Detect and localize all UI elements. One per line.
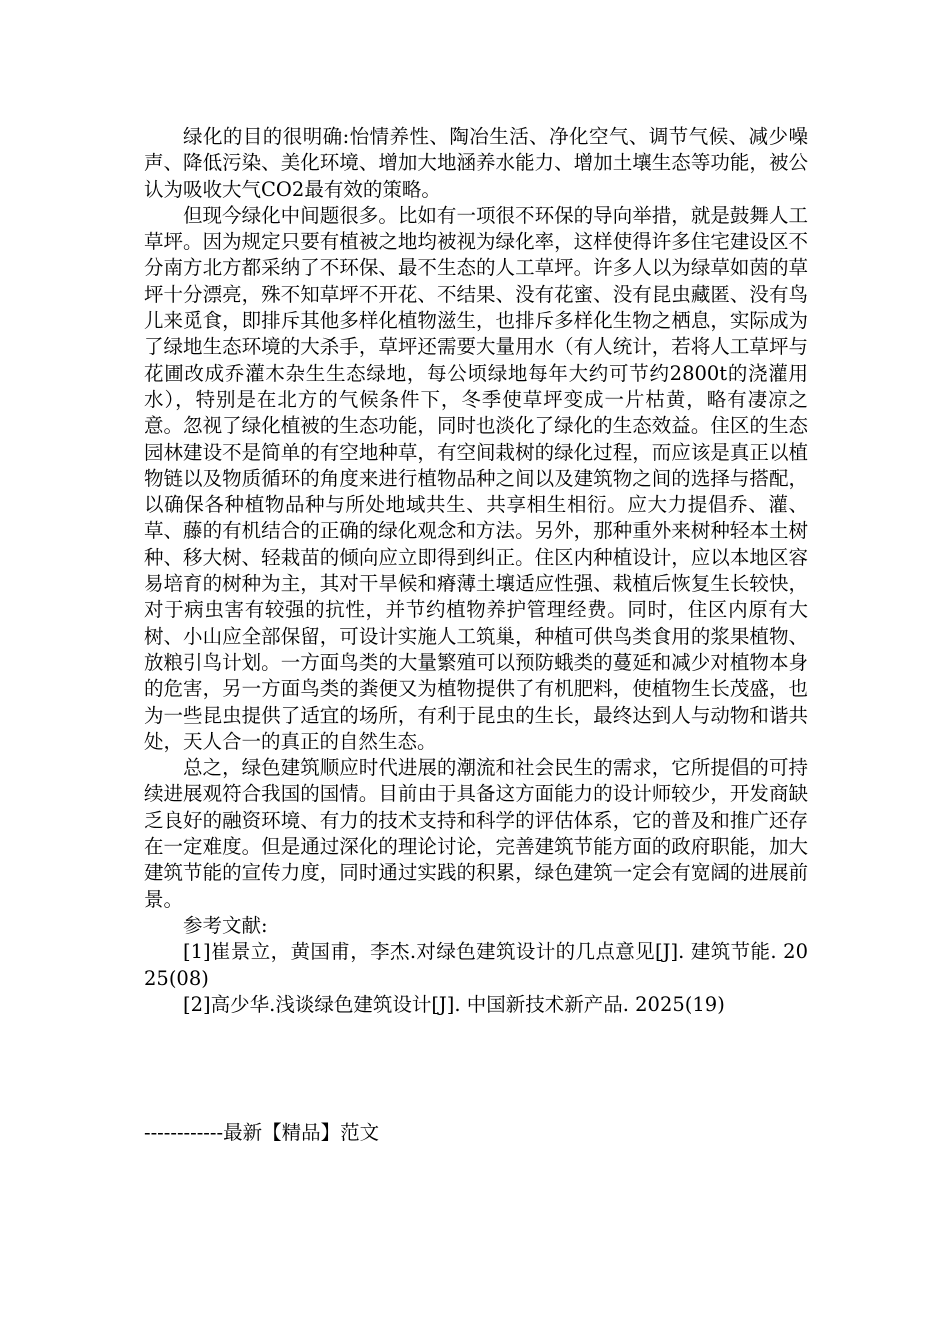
reference-item-1: [1]崔景立，黄国甫，李杰.对绿色建筑设计的几点意见[J]. 建筑节能. 2025(08) [144, 940, 808, 990]
paragraph-greening-problems: 但现今绿化中间题很多。比如有一项很不环保的导向举措，就是鼓舞人工草坪。因为规定只要有植被之地均被视为绿化率，这样使得许多住宅建设区不分南方北方都采纳了不环保、最不生态的人工草坪。许多人以为绿草如茵的草坪十分漂亮，殊不知草坪不开花、不结果、没有花蜜、没有昆虫藏匿、没有鸟儿来觅食，即排斥其他多样化植物滋生，也排斥多样化生物之栖息，实际成为了绿地生态环境的大杀手，草坪还需要大量用水（有人统计，若将人工草坪与花圃改成乔灌木杂生生态绿地，每公顷绿地每年大约可节约2800t的浇灌用水），特别是在北方的气候条件下，冬季使草坪变成一片枯黄，略有凄凉之意。忽视了绿化植被的生态功能，同时也淡化了绿化的生态效益。住区的生态园林建设不是简单的有空地种草，有空间栽树的绿化过程，而应该是真正以植物链以及物质循环的角度来进行植物品种之间以及建筑物之间的选择与搭配，以确保各种植物品种与所处地域共生、共享相生相衍。应大力提倡乔、灌、草、藤的有机结合的正确的绿化观念和方法。另外，那种重外来树种轻本土树种、移大树、轻栽苗的倾向应立即得到纠正。住区内种植设计，应以本地区容易培育的树种为主，其对干旱候和瘠薄土壤适应性强、栽植后恢复生长较快，对于病虫害有较强的抗性，并节约植物养护管理经费。同时，住区内原有大树、小山应全部保留，可设计实施人工筑巢，种植可供鸟类食用的浆果植物、放粮引鸟计划。一方面鸟类的大量繁殖可以预防蛾类的蔓延和减少对植物本身的危害，另一方面鸟类的粪便又为植物提供了有机肥料，使植物生长茂盛，也为一些昆虫提供了适宜的场所，有利于昆虫的生长，最终达到人与动物和谐共处，天人合一的真正的自然生态。 [144, 203, 808, 753]
reference-item-2: [2]高少华.浅谈绿色建筑设计[J]. 中国新技术新产品. 2025(19) [183, 992, 725, 1016]
references-heading: 参考文献: [183, 913, 268, 937]
footer-label: ------------最新【精品】范文 [144, 1121, 380, 1144]
document-body [144, 124, 808, 1018]
paragraph-greening-purpose: 绿化的目的很明确:怡情养性、陶冶生活、净化空气、调节气候、减少噪声、降低污染、美化环境、增加大地涵养水能力、增加土壤生态等功能，被公认为吸收大气CO2最有效的策略。 [144, 125, 808, 201]
paragraph-conclusion: 总之，绿色建筑顺应时代进展的潮流和社会民生的需求，它所提倡的可持续进展观符合我国的国情。目前由于具备这方面能力的设计师较少，开发商缺乏良好的融资环境、有力的技术支持和科学的评估体系，它的普及和推广还存在一定难度。但是通过深化的理论讨论，完善建筑节能方面的政府职能，加大建筑节能的宣传力度，同时通过实践的积累，绿色建筑一定会有宽阔的进展前景。 [144, 756, 808, 911]
